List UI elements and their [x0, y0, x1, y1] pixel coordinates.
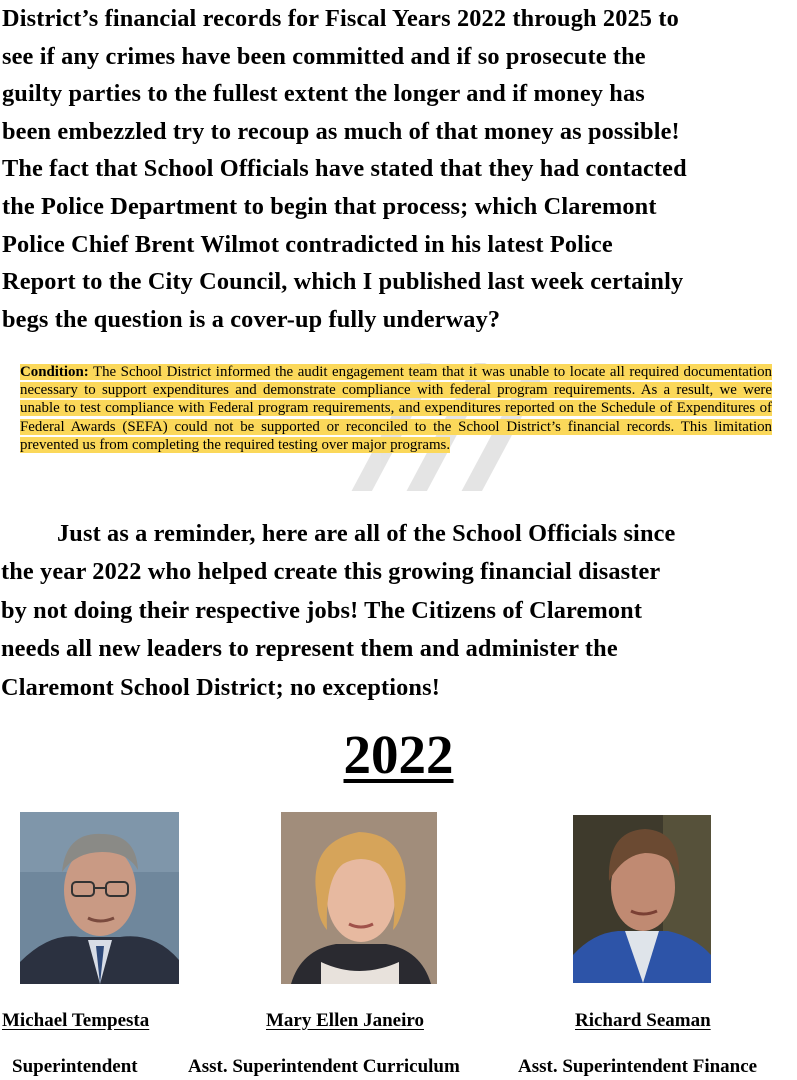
- intro-line: been embezzled try to recoup as much of that money as possible!: [2, 117, 680, 145]
- official-photo-michael-tempesta: [20, 812, 179, 984]
- condition-label: Condition:: [20, 364, 89, 380]
- official-title: Asst. Superintendent Finance: [518, 1056, 758, 1077]
- audit-condition-text: [20, 363, 772, 454]
- intro-paragraph: [2, 0, 797, 338]
- official-photo-mary-ellen-janeiro: [281, 812, 437, 984]
- official-title: Asst. Superintendent Curriculum: [188, 1056, 460, 1077]
- intro-line: District’s financial records for Fiscal Years 2022 through 2025 to: [2, 5, 679, 32]
- intro-line: Police Chief Brent Wilmot contradicted in his latest Police: [2, 230, 613, 258]
- reminder-line: Claremont School District; no exceptions!: [1, 673, 440, 701]
- official-name: Michael Tempesta: [2, 1010, 150, 1031]
- condition-body: The School District informed the audit engagement team that it was unable to locate all required documentation necessary to support expenditures and demonstrate compliance with federal program requirements. As a result, we were unable to test compliance with Federal program requirements, and expenditures reported on the Schedule of Expenditures of Federal Awards (SEFA) could not be supported or reconciled to the School District’s financial records. This limitation prevented us from completing the required testing over major programs.: [20, 364, 772, 453]
- official-name: Mary Ellen Janeiro: [266, 1010, 424, 1031]
- intro-line: guilty parties to the fullest extent the longer and if money has: [2, 80, 645, 108]
- year-heading-text: 2022: [343, 724, 454, 785]
- intro-line: begs the question is a cover-up fully underway?: [2, 305, 501, 333]
- reminder-line: Just as a reminder, here are all of the School Officials since: [57, 520, 676, 547]
- reminder-line: needs all new leaders to represent them and administer the: [1, 635, 618, 663]
- intro-line: Report to the City Council, which I published last week certainly: [2, 268, 684, 296]
- reminder-paragraph: [1, 515, 797, 707]
- reminder-line: by not doing their respective jobs! The Citizens of Claremont: [1, 596, 643, 624]
- official-title: Superintendent: [12, 1056, 138, 1077]
- intro-line: see if any crimes have been committed and if so prosecute the: [2, 42, 646, 70]
- official-photo-richard-seaman: [573, 815, 711, 983]
- official-name: Richard Seaman: [575, 1010, 711, 1031]
- audit-excerpt-image: [20, 363, 772, 491]
- intro-line: The fact that School Officials have stated that they had contacted: [2, 155, 687, 183]
- reminder-line: the year 2022 who helped create this growing financial disaster: [1, 558, 661, 586]
- year-heading: [0, 724, 797, 786]
- intro-line: the Police Department to begin that process; which Claremont: [2, 192, 657, 220]
